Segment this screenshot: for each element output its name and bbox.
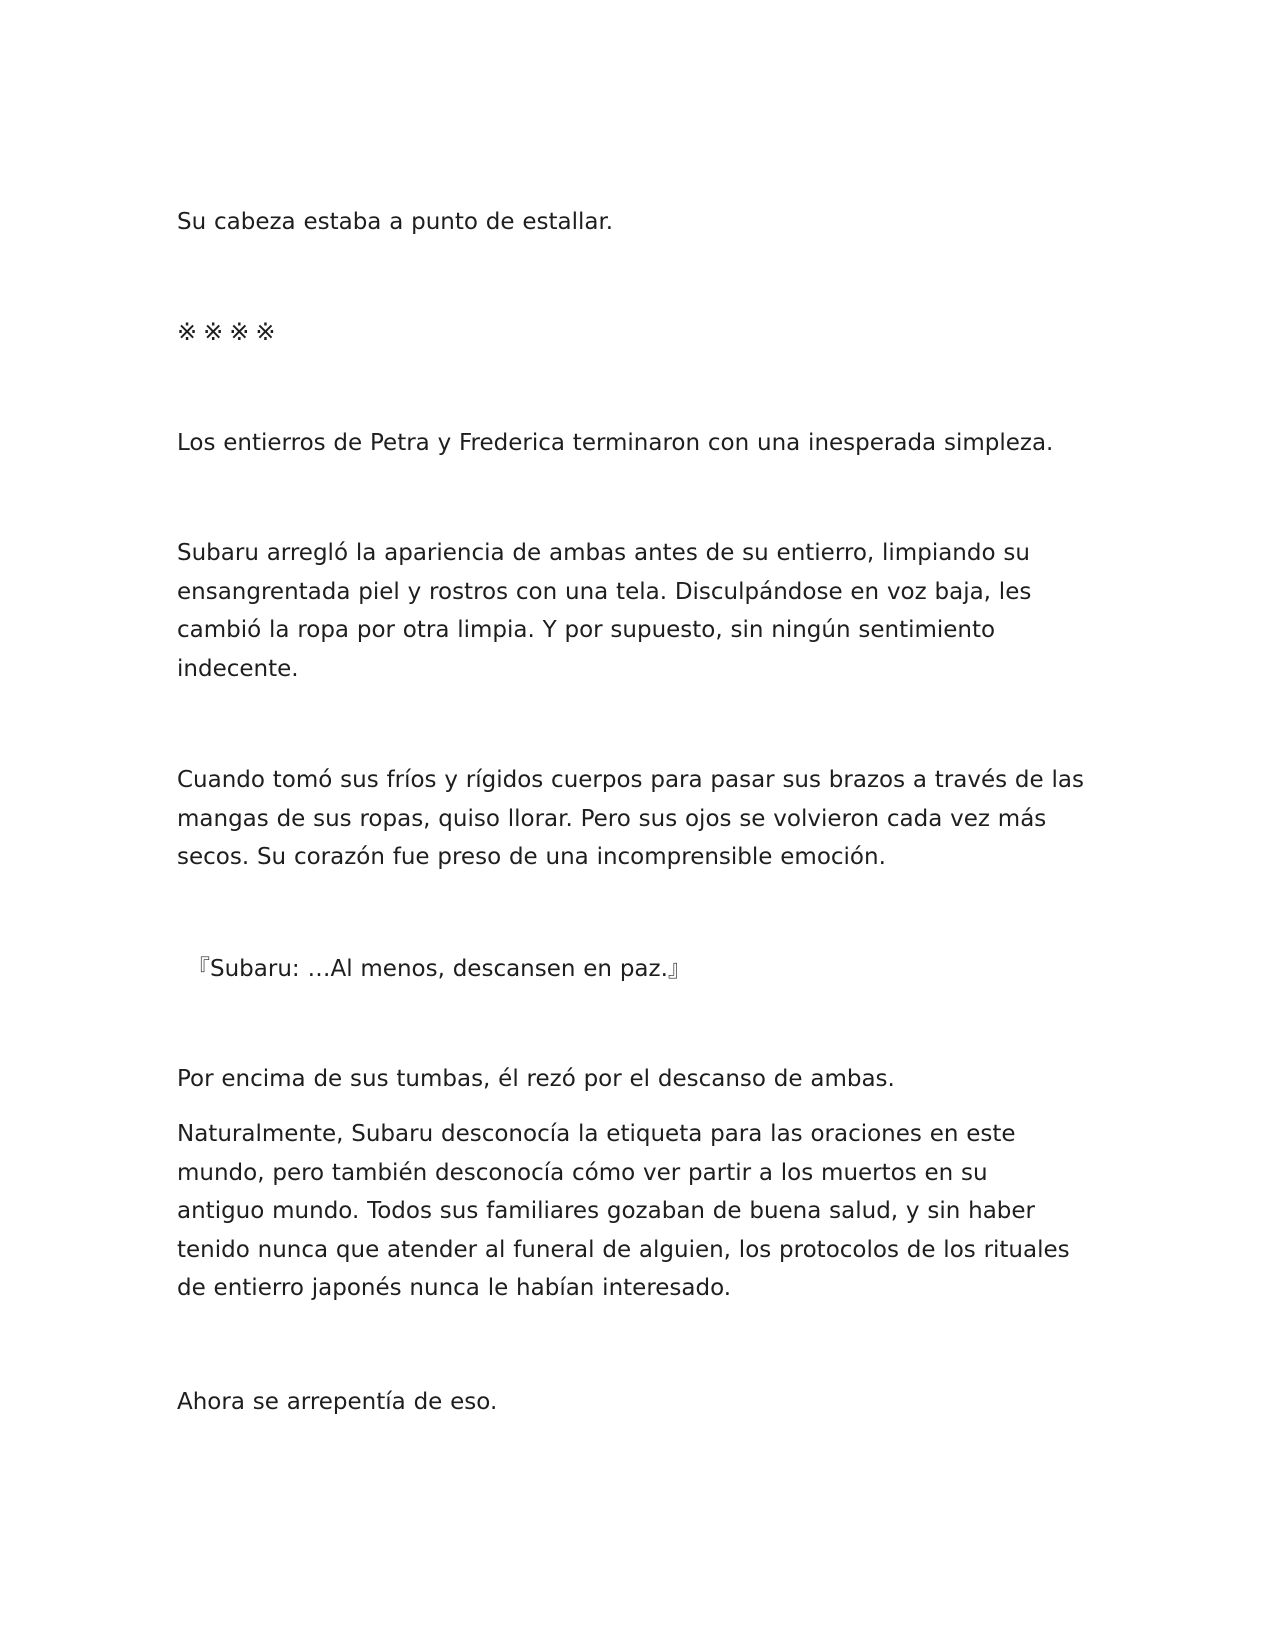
text-line: Ahora se arrepentía de eso. (177, 1389, 498, 1415)
text-line: indecente. (177, 655, 299, 682)
text-line: Cuando tomó sus fríos y rígidos cuerpos para pasar sus brazos a través de las (177, 767, 1084, 793)
dialogue-line-subaru (187, 950, 1107, 989)
text-line: cambió la ropa por otra limpia. Y por supuesto, sin ningún sentimiento (177, 617, 996, 643)
text-line: tenido nunca que atender al funeral de alguien, los protocolos de los rituales (177, 1236, 1070, 1263)
scene-break-marks: ※※※※ (177, 318, 282, 346)
paragraph-regret (177, 1383, 1097, 1422)
text-line: Naturalmente, Subaru desconocía la etiqueta para las oraciones en este (177, 1121, 1016, 1147)
paragraph-preparing-bodies (177, 534, 1097, 688)
text-line: Su cabeza estaba a punto de estallar. (177, 209, 614, 235)
text-line: 『Subaru: …Al menos, descansen en paz.』 (187, 956, 691, 982)
scene-break-separator (177, 313, 1097, 352)
text-line: mangas de sus ropas, quiso llorar. Pero sus ojos se volvieron cada vez más (177, 805, 1047, 832)
paragraph-burial-etiquette (177, 1115, 1097, 1308)
text-line: Subaru arregló la apariencia de ambas antes de su entierro, limpiando su (177, 540, 1030, 566)
text-line: antiguo mundo. Todos sus familiares gozaban de buena salud, y sin haber (177, 1198, 1035, 1224)
paragraph-wanting-to-cry (177, 761, 1097, 877)
text-line: secos. Su corazón fue preso de una incomprensible emoción. (177, 844, 886, 870)
paragraph-head-about-to-burst (177, 203, 1097, 242)
text-line: Los entierros de Petra y Frederica terminaron con una inesperada simpleza. (177, 430, 1054, 456)
text-line: de entierro japonés nunca le habían interesado. (177, 1275, 732, 1301)
paragraph-burials (177, 424, 1097, 463)
paragraph-prayer (177, 1060, 1097, 1099)
text-line: mundo, pero también desconocía cómo ver partir a los muertos en su (177, 1159, 988, 1186)
text-line: ensangrentada piel y rostros con una tela. Disculpándose en voz baja, les (177, 578, 1032, 605)
text-line: Por encima de sus tumbas, él rezó por el descanso de ambas. (177, 1066, 895, 1092)
